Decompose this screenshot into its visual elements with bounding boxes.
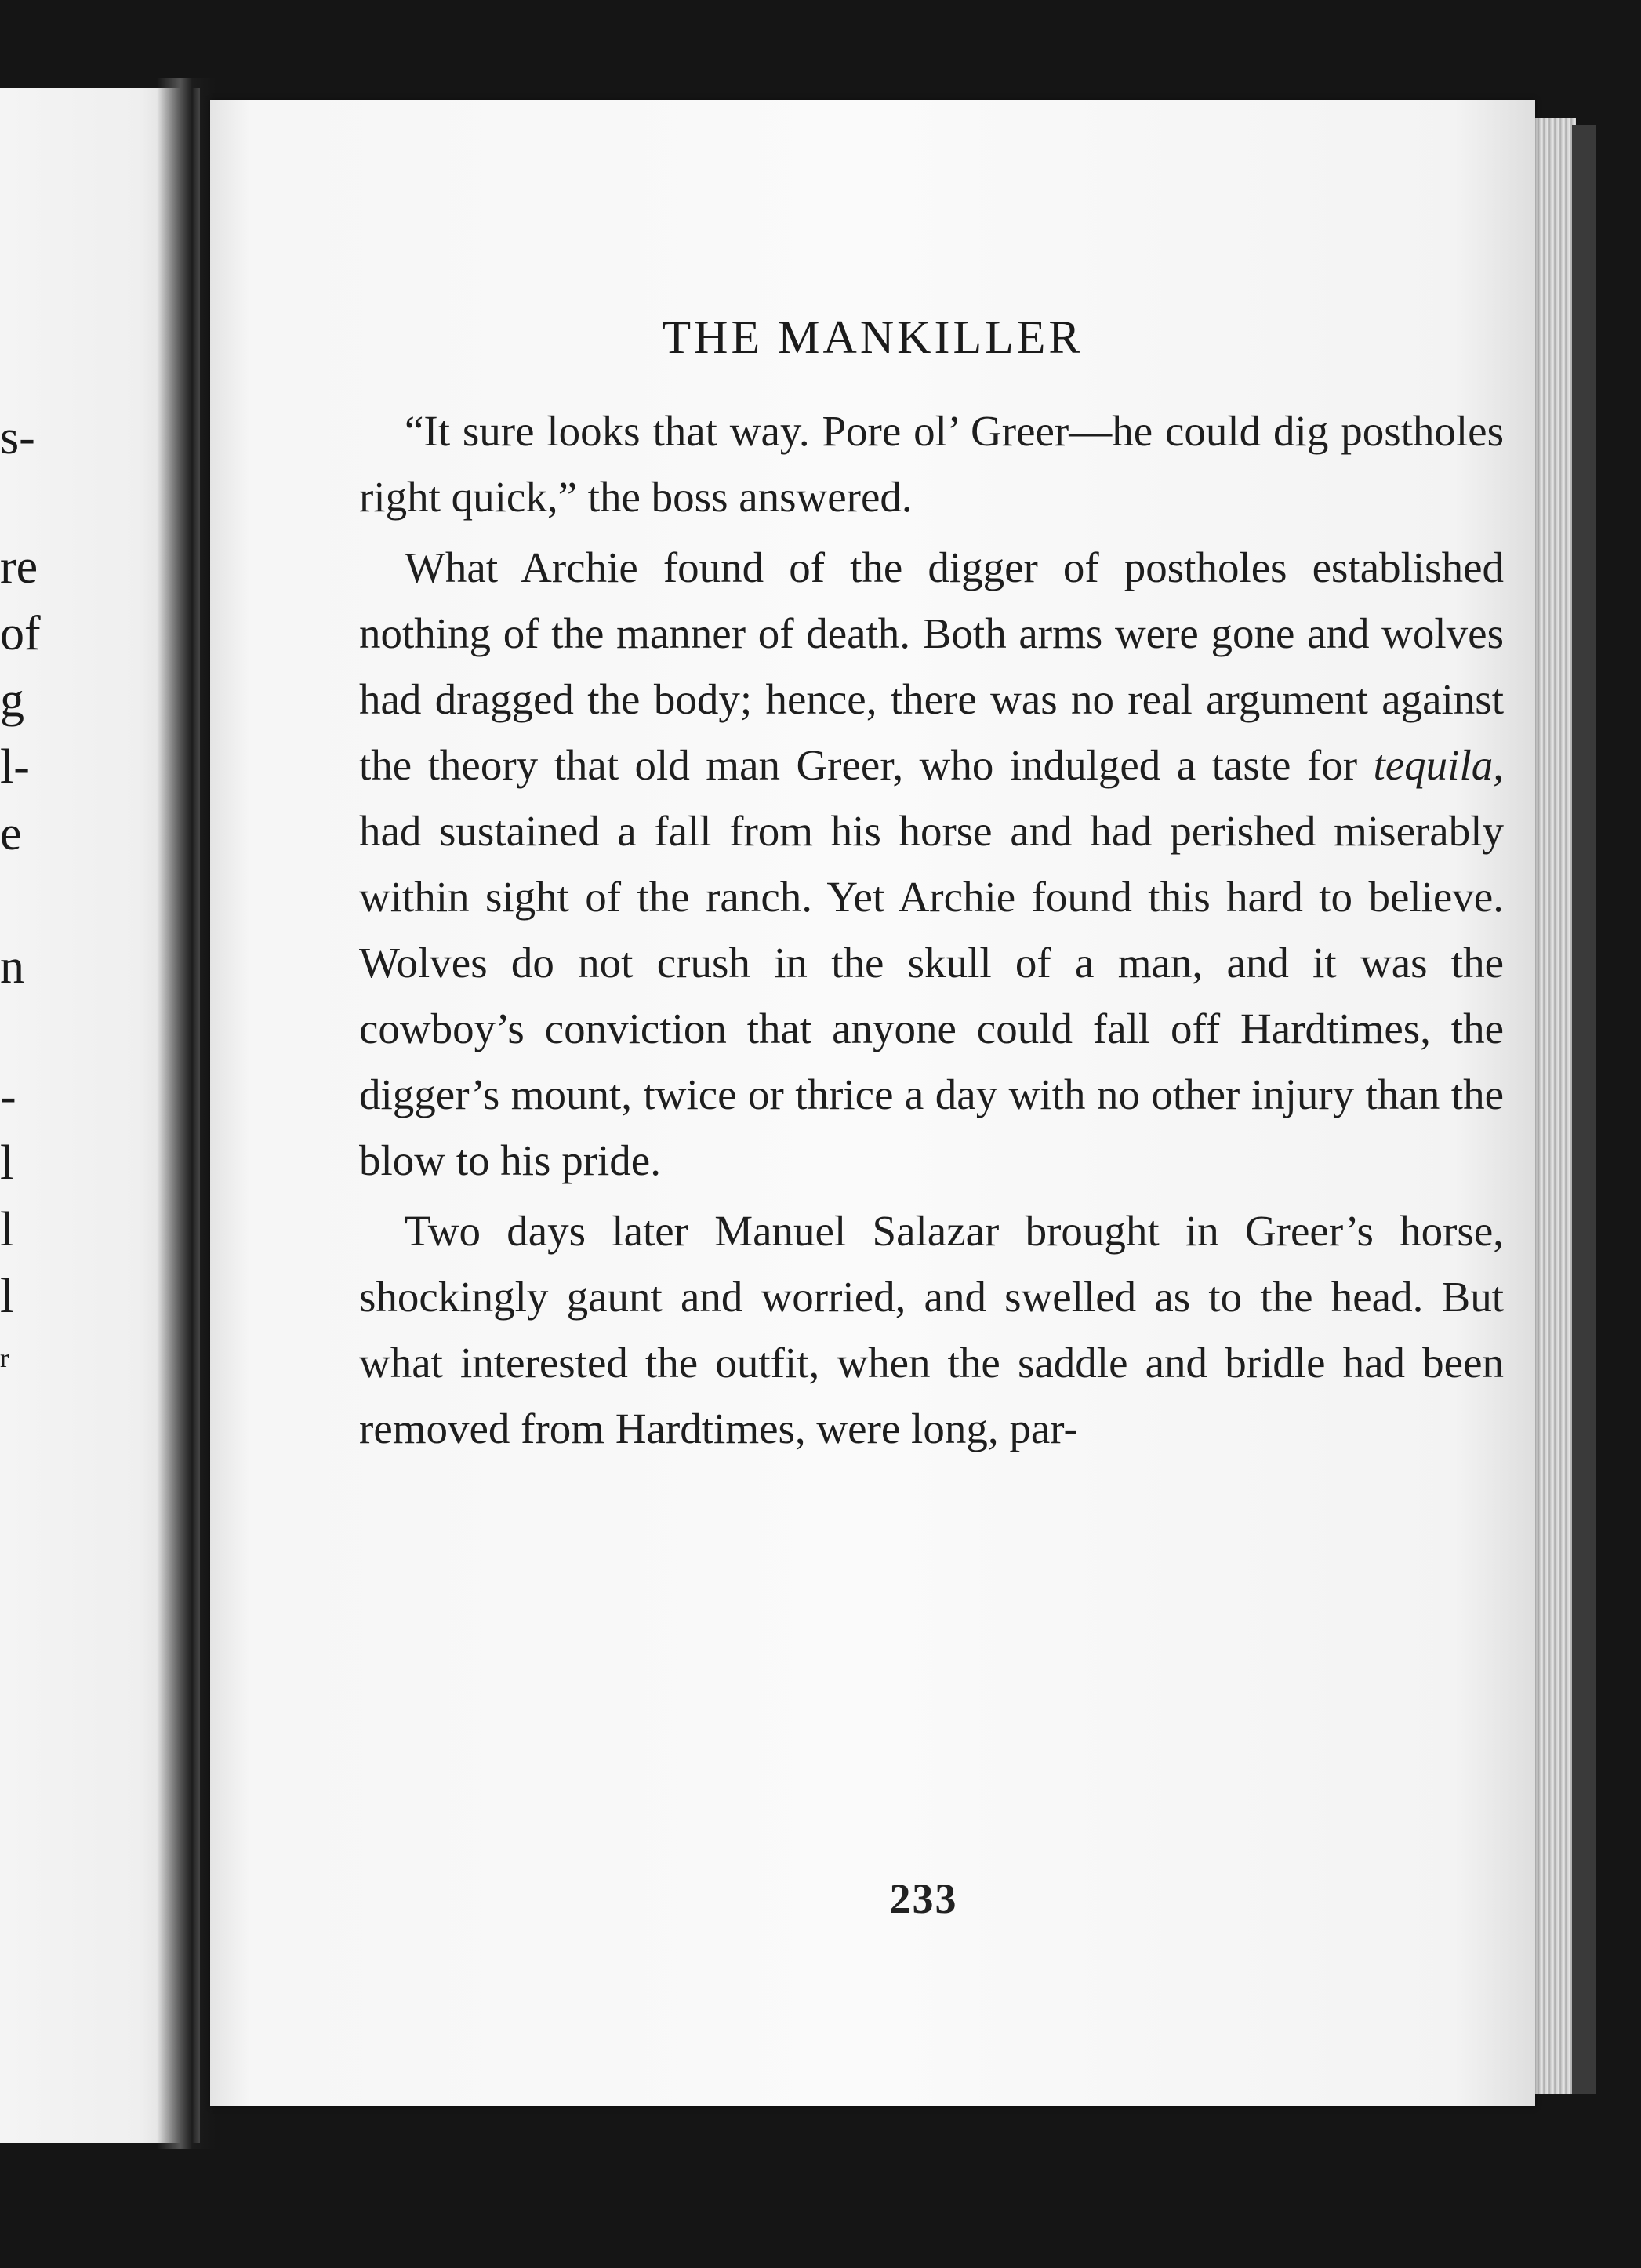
paragraph: Two days later Manuel Salazar brought in Greer’s horse, shockingly gaunt and worried, and swelled as to the head. But what interested the outfit, when the saddle and bridle had been removed from Hardtimes, were long, par- <box>359 1207 1504 1452</box>
left-fragment: l <box>0 1203 14 1256</box>
left-fragment: re <box>0 540 38 594</box>
left-fragment: l <box>0 1136 14 1190</box>
left-fragment: s- <box>0 411 35 464</box>
italic-word: tequila, <box>1373 741 1504 789</box>
paragraph-text: What Archie found of the digger of postholes established nothing of the manner of death. Both arms were gone and wolves had dragged the body; hence, there was no real argument against the theory that old man Greer, who indulged a taste for <box>359 543 1504 789</box>
left-fragment: e <box>0 807 22 860</box>
left-fragment: l <box>0 1270 14 1323</box>
paragraph-text: had sustained a fall from his horse and had perished miserably within sight of the ranch. Yet Archie found this hard to believe. Wolves do not crush in the skull of a man, and it was the cowboy’s conviction that anyone could fall off Hardtimes, the digger’s mount, twice or thrice a day with no other injury than the blow to his pride. <box>359 807 1504 1184</box>
running-head-text: THE MANKILLER <box>662 311 1084 363</box>
left-fragment: g <box>0 674 24 727</box>
left-fragment: n <box>0 940 24 994</box>
book-gutter <box>157 78 216 2149</box>
paragraph: “It sure looks that way. Pore ol’ Greer—he could dig postholes right quick,” the boss answered. <box>359 407 1504 521</box>
page-number-text: 233 <box>889 1875 958 1922</box>
left-fragment: of <box>0 607 41 660</box>
left-fragment: r <box>0 1344 9 1373</box>
paragraph <box>359 535 1504 1194</box>
left-fragment: - <box>0 1070 16 1123</box>
page-stack-edges <box>1529 118 1576 2094</box>
running-head <box>210 311 1535 365</box>
book-page <box>210 100 1535 2106</box>
page-number <box>210 1874 1535 1923</box>
body-text <box>359 398 1504 1467</box>
book-cover-edge <box>1572 125 1596 2094</box>
left-fragment: l- <box>0 740 30 794</box>
